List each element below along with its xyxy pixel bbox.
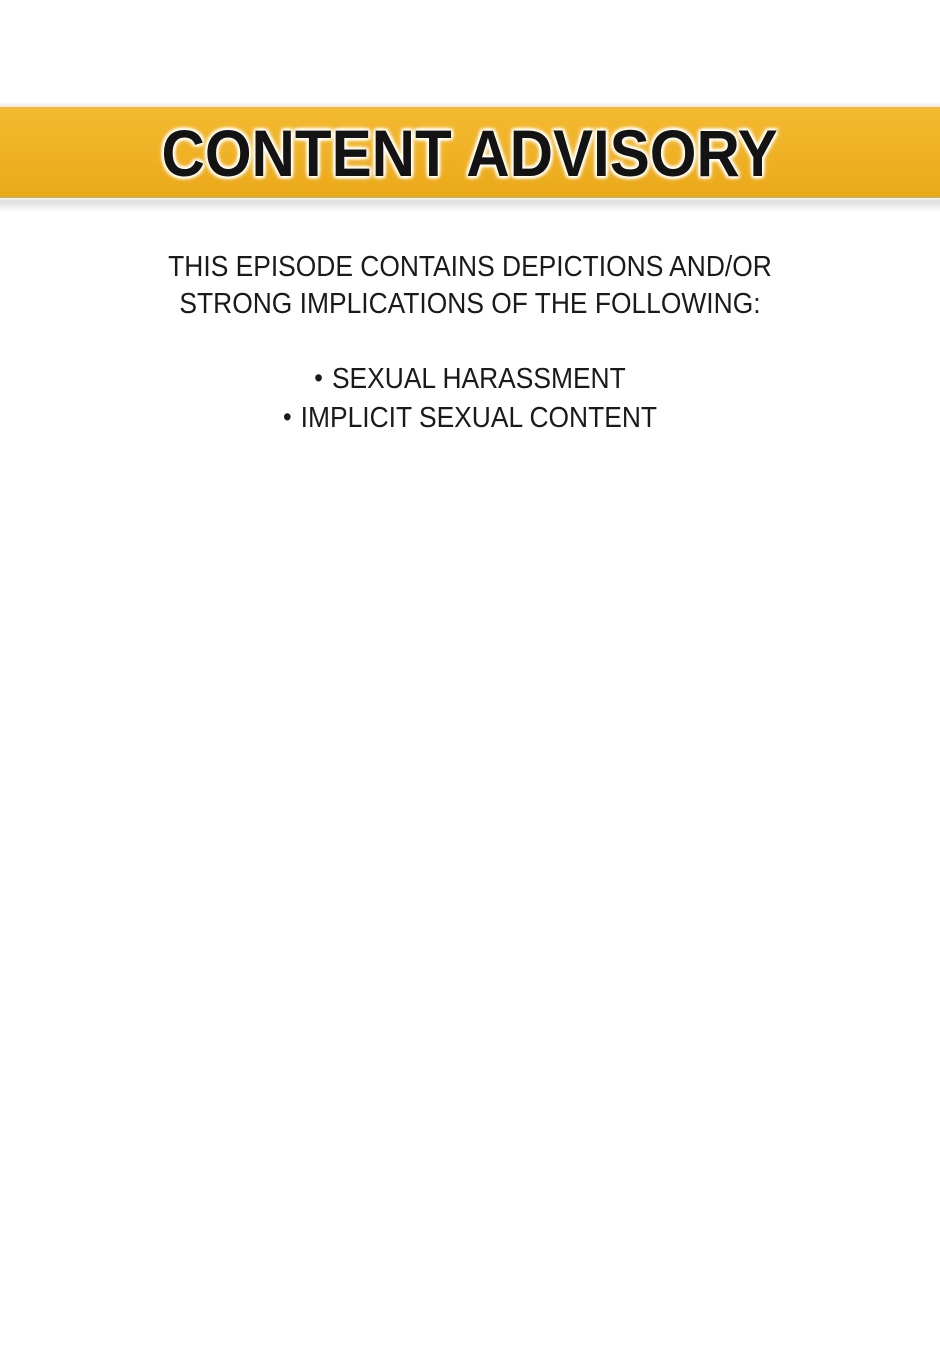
- bullet-icon: •: [314, 363, 323, 393]
- advisory-intro-line-1: THIS EPISODE CONTAINS DEPICTIONS AND/OR: [168, 251, 772, 283]
- advisory-intro: [42, 249, 897, 323]
- advisory-item-label: IMPLICIT SEXUAL CONTENT: [300, 402, 658, 434]
- advisory-item-label: SEXUAL HARASSMENT: [331, 363, 626, 395]
- advisory-body: [42, 249, 897, 437]
- advisory-item-sexual-harassment: [42, 359, 897, 398]
- advisory-intro-line-2: STRONG IMPLICATIONS OF THE FOLLOWING:: [179, 288, 761, 320]
- content-advisory-banner: [0, 107, 940, 198]
- advisory-item-list: [42, 359, 897, 437]
- advisory-item-implicit-sexual-content: [42, 398, 897, 437]
- banner-title: CONTENT ADVISORY: [161, 115, 779, 190]
- bullet-icon: •: [282, 402, 292, 432]
